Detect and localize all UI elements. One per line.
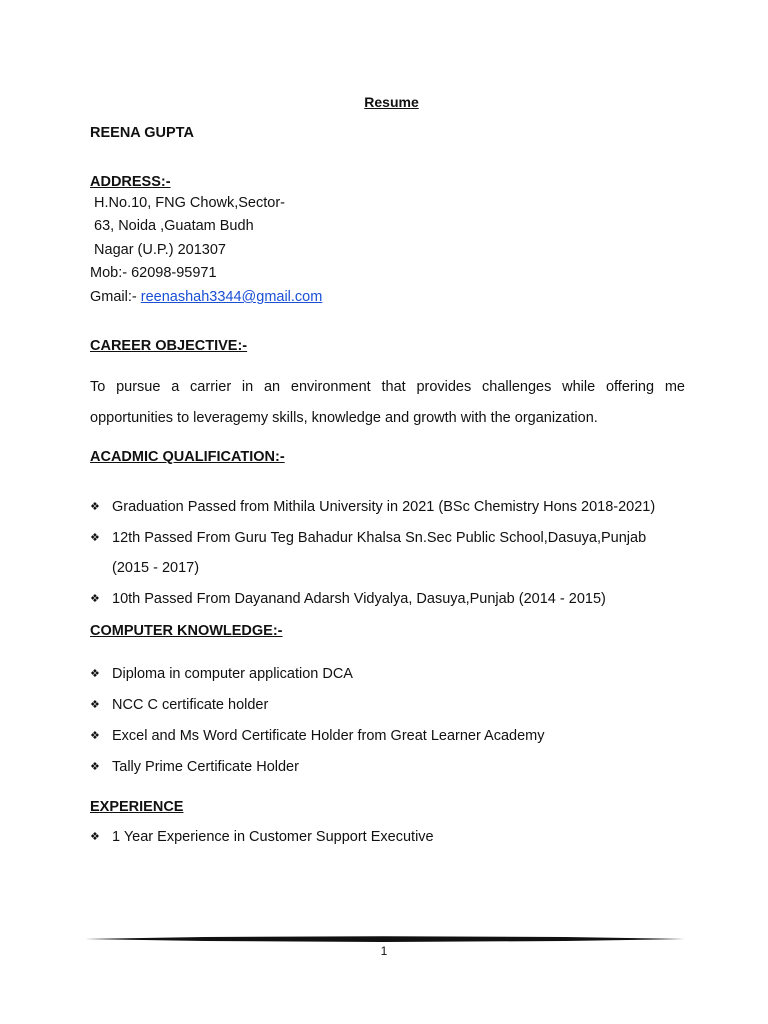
gmail-label: Gmail:- [90,289,141,305]
address-line-3: Nagar (U.P.) 201307 [90,242,226,258]
diamond-bullet-icon: ❖ [90,668,100,680]
diamond-bullet-icon: ❖ [90,532,100,544]
diamond-bullet-icon: ❖ [90,730,100,742]
career-objective-text: To pursue a carrier in an environment that provides challenges while offering me opportunities to leveragemy skills, knowledge and growth with the organization. [90,379,685,426]
academic-heading: ACADMIC QUALIFICATION:- [90,449,285,465]
document-title: Resume [364,94,419,110]
page-number: 1 [380,944,388,958]
experience-heading: EXPERIENCE [90,799,184,815]
career-objective-heading: CAREER OBJECTIVE:- [90,338,248,354]
mobile-number: Mob:- 62098-95971 [90,265,217,281]
computer-knowledge-heading: COMPUTER KNOWLEDGE:- [90,623,283,639]
address-line-2: 63, Noida ,Guatam Budh [90,218,254,234]
address-line-1: H.No.10, FNG Chowk,Sector- [90,195,285,211]
diamond-bullet-icon: ❖ [90,501,100,513]
gmail-row [90,289,322,305]
resume-page: Resume REENA GUPTA ADDRESS:- H.No.10, FNG Chowk,Sector- 63, Noida ,Guatam Budh Nagar (U.P.) 201307 Mob:- 62098-95971 Gmail:- reenashah3344@gmail.com CAREER OBJECTIVE:- To pursue a carrier in an environment that provides challenges while offering me opportunities to leveragemy skills, knowledge and growth with the organization. ACADMIC QUALIFICATION:- ❖ Graduation Passed from Mithila University in 2021 (BSc Chemistry Hons 2018-2021) ❖ 12th Passed From Guru Teg Bahadur Khalsa Sn.Sec Public School,Dasuya,Punjab (2015 - 2017) ❖ 10th Passed From Dayanand Adarsh Vidyalya, Dasuya,Punjab (2014 - 2015) COMPUTER KNOWLEDGE:- ❖ Diploma in computer application DCA ❖ NCC C certificate holder ❖ Excel and Ms Word Certificate Holder from Great Learner Academy ❖ Tally Prime Certificate Holder EXPERIENCE ❖ 1 Year Experience in Customer Support Executive 1 [0,0,768,1024]
diamond-bullet-icon: ❖ [90,699,100,711]
email-link[interactable]: reenashah3344@gmail.com [140,289,323,305]
diamond-bullet-icon: ❖ [90,593,100,605]
diamond-bullet-icon: ❖ [90,761,100,773]
footer-divider [85,934,685,944]
candidate-name: REENA GUPTA [90,125,194,141]
address-heading: ADDRESS:- [90,174,171,190]
diamond-bullet-icon: ❖ [90,831,100,843]
